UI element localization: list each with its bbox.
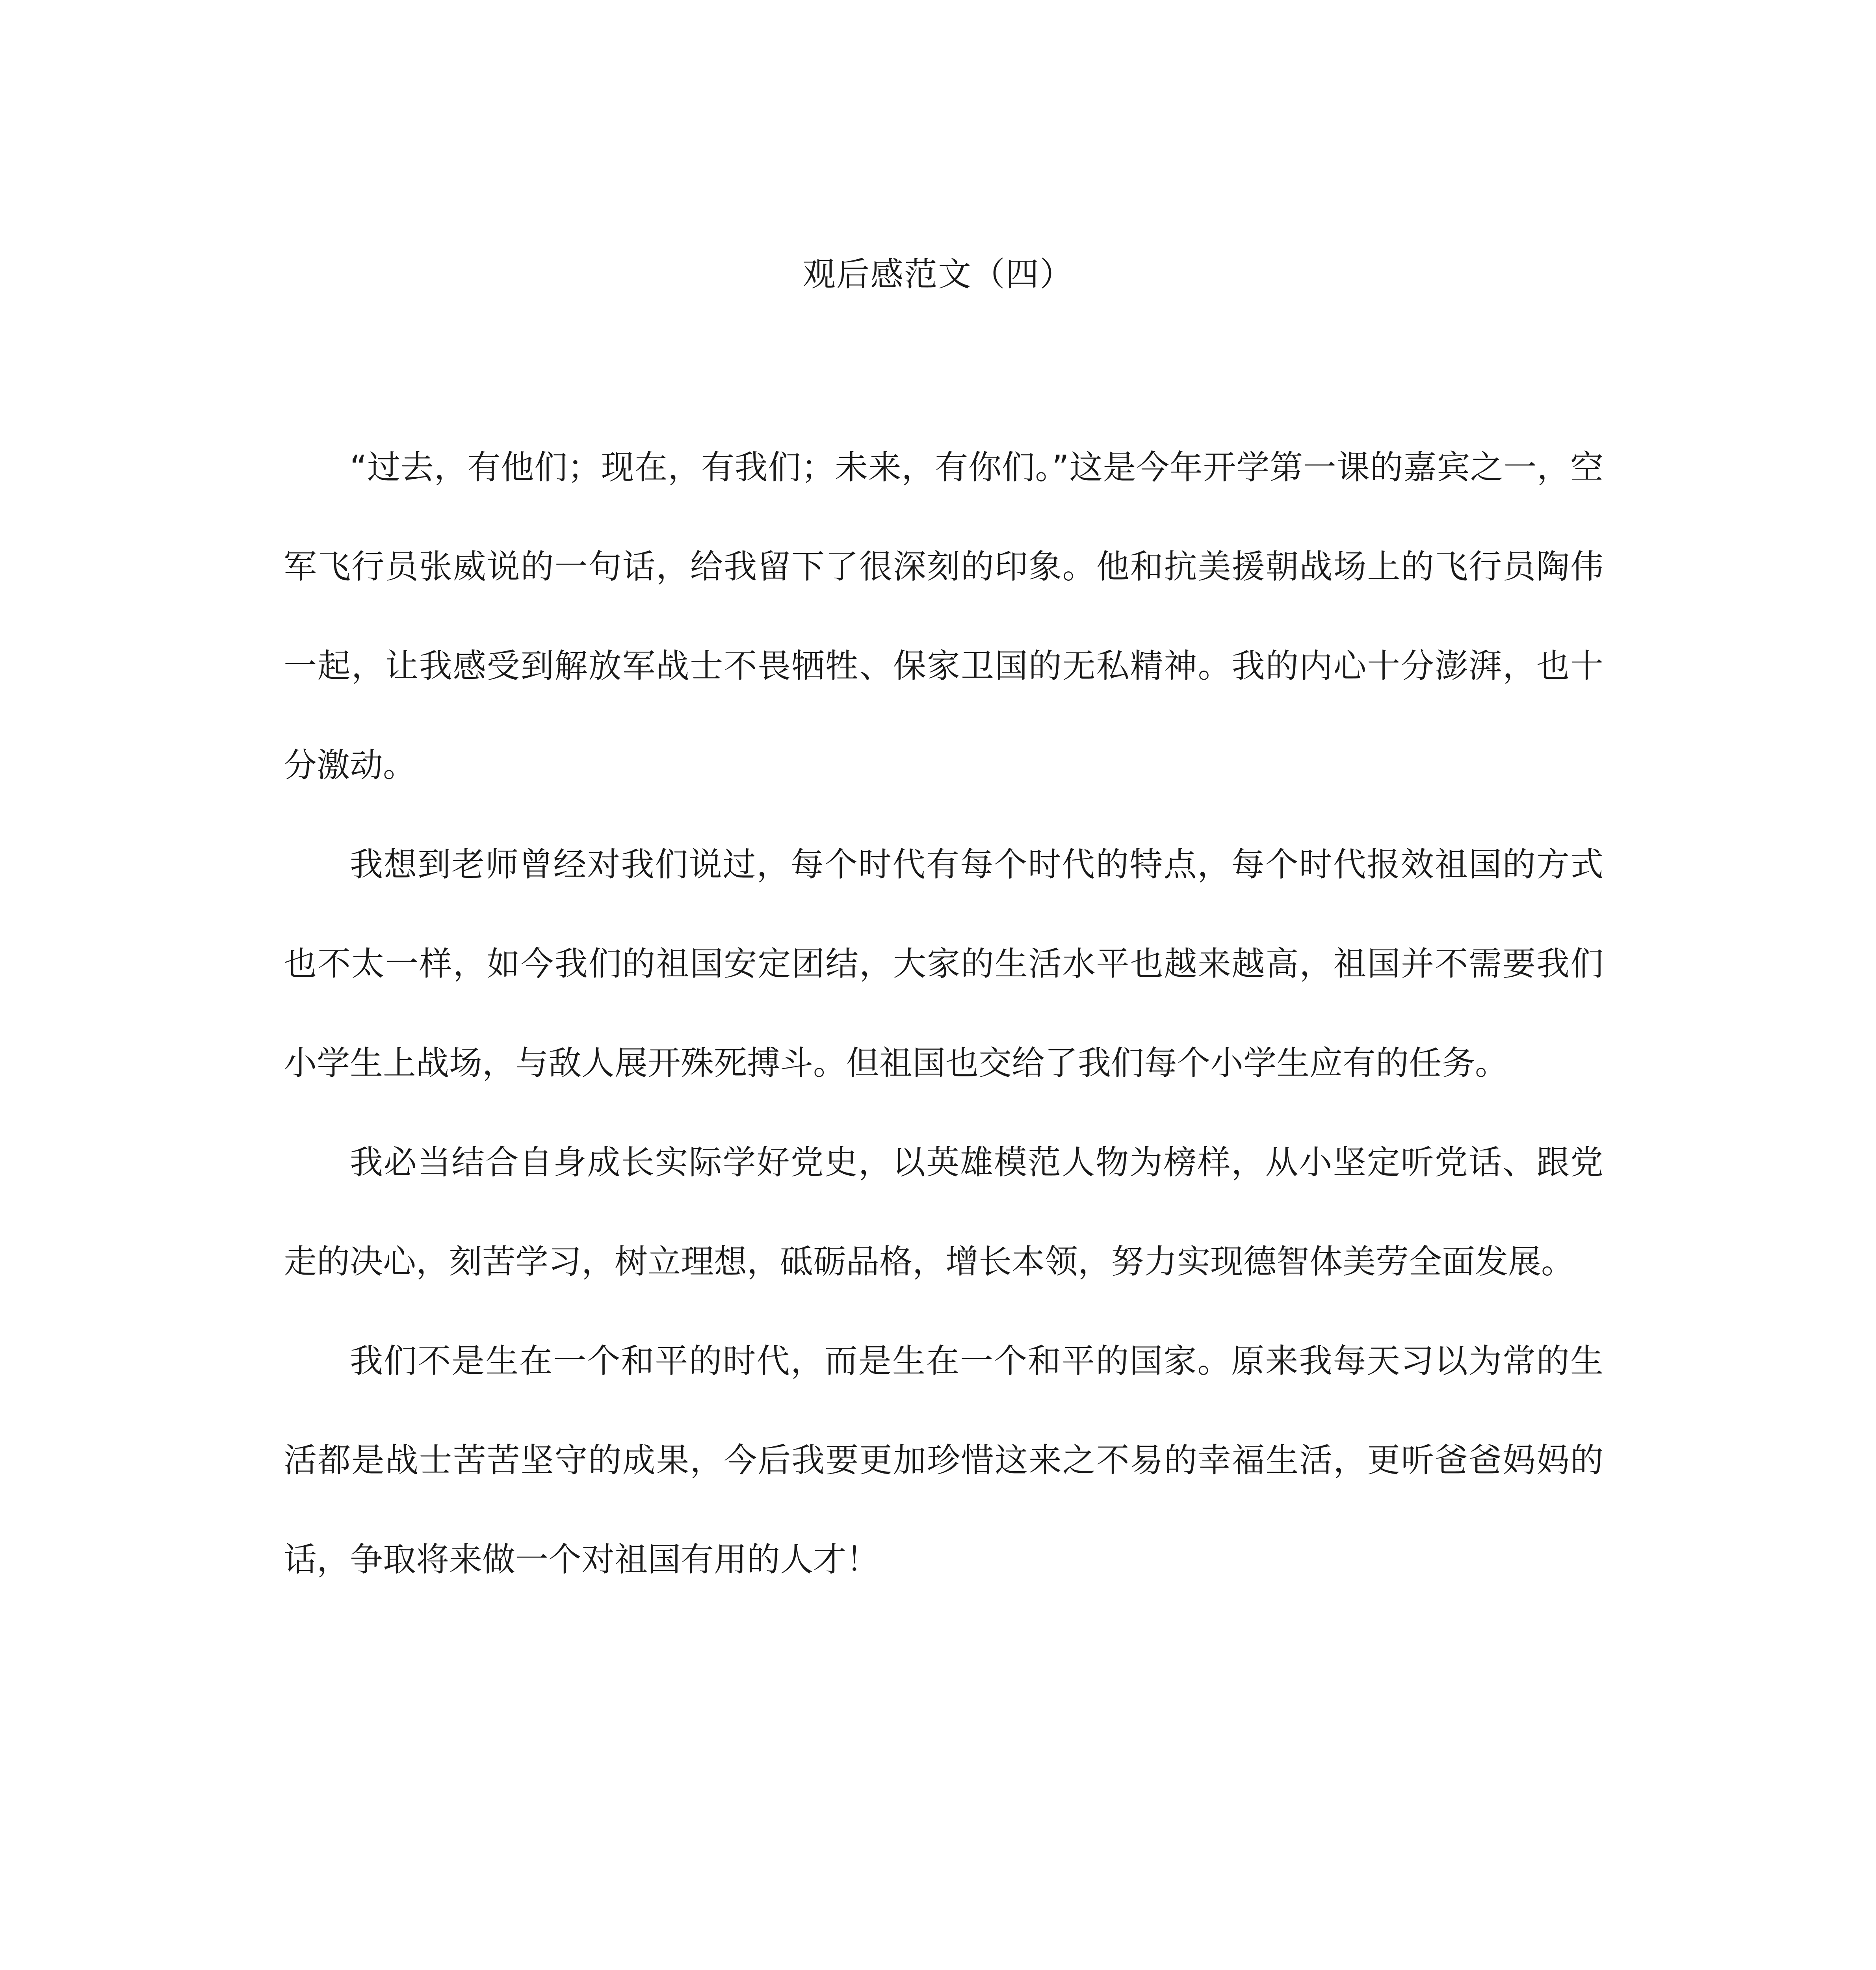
page-title: 观后感范文（四）	[802, 255, 1074, 294]
paragraph-4: 我们不是生在一个和平的时代，而是生在一个和平的国家。原来我每天习以为常的生活都是战士苦苦坚守的成果，今后我要更加珍惜这来之不易的幸福生活，更听爸爸妈妈的话，争取将来做一个对祖国有用的人才！	[284, 1342, 1603, 1579]
paragraph-2: 我想到老师曾经对我们说过，每个时代有每个时代的特点，每个时代报效祖国的方式也不太一样，如今我们的祖国安定团结，大家的生活水平也越来越高，祖国并不需要我们小学生上战场，与敌人展开殊死搏斗。但祖国也交给了我们每个小学生应有的任务。	[284, 845, 1603, 1082]
paragraph-3: 我必当结合自身成长实际学好党史，以英雄模范人物为榜样，从小坚定听党话、跟党走的决心，刻苦学习，树立理想，砥砺品格，增长本领，努力实现德智体美劳全面发展。	[284, 1143, 1603, 1281]
document-body	[284, 418, 1603, 1609]
paragraph-1: “过去，有他们；现在，有我们；未来，有你们。”这是今年开学第一课的嘉宾之一，空军飞行员张威说的一句话，给我留下了很深刻的印象。他和抗美援朝战场上的飞行员陶伟一起，让我感受到解放军战士不畏牺牲、保家卫国的无私精神。我的内心十分澎湃，也十分激动。	[284, 448, 1603, 784]
